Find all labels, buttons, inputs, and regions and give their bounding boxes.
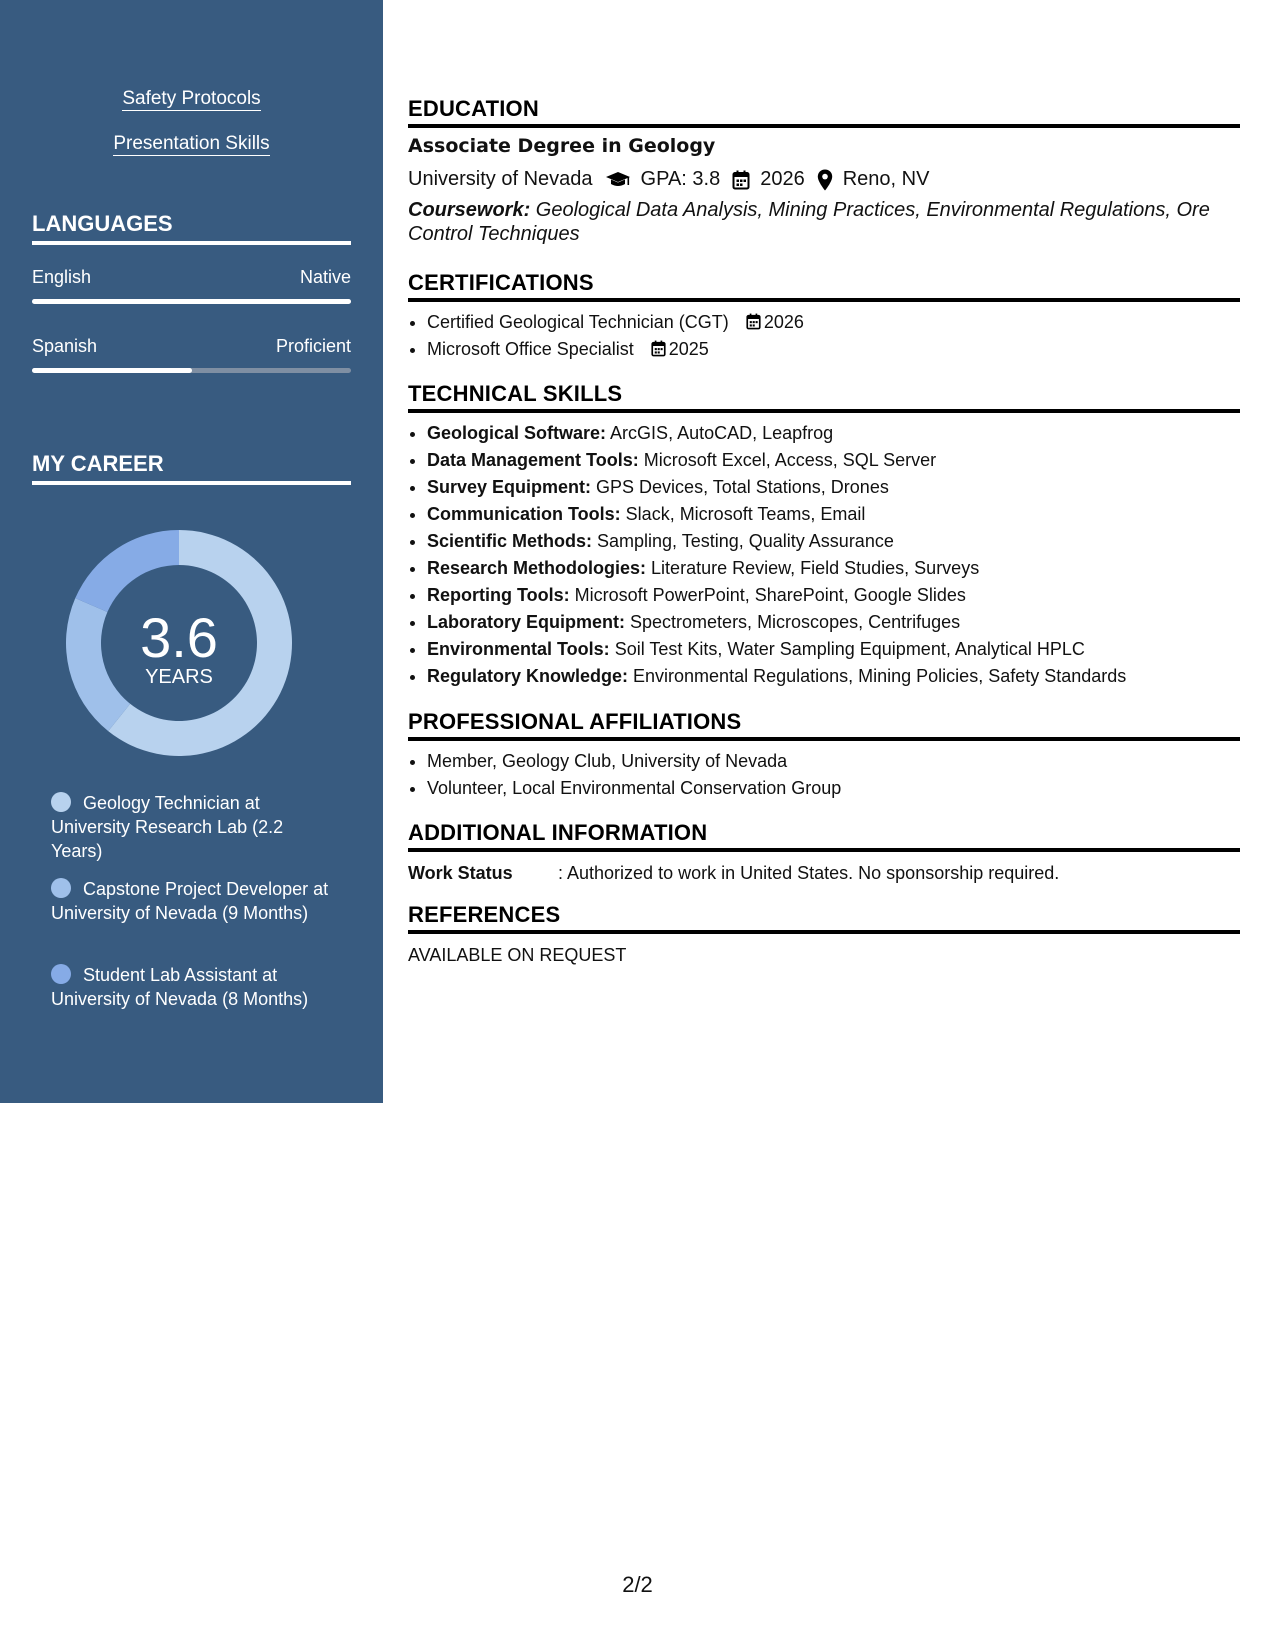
language-name: English: [32, 267, 92, 287]
references-heading: REFERENCES: [408, 902, 1240, 934]
language-bar: [32, 368, 351, 373]
education-heading: EDUCATION: [408, 96, 1240, 128]
skill-values: Literature Review, Field Studies, Surveys: [646, 558, 980, 578]
skill-values: GPS Devices, Total Stations, Drones: [591, 477, 889, 497]
certifications-heading: CERTIFICATIONS: [408, 270, 1240, 302]
career-donut-chart: [66, 530, 292, 756]
career-item: [51, 877, 331, 925]
language-row: [32, 267, 351, 288]
skill-item: [427, 447, 1126, 474]
language-level: Native: [299, 267, 351, 287]
skill-values: ArcGIS, AutoCAD, Leapfrog: [606, 423, 834, 443]
skill-values: Slack, Microsoft Teams, Email: [620, 504, 866, 524]
skill-label: Presentation Skills: [113, 133, 270, 154]
certifications-list: [408, 309, 804, 363]
skill-values: Sampling, Testing, Quality Assurance: [592, 531, 894, 551]
languages-heading: LANGUAGES: [32, 211, 351, 245]
technical-skills-heading: TECHNICAL SKILLS: [408, 381, 1240, 413]
skill-values: Spectrometers, Microscopes, Centrifuges: [625, 612, 961, 632]
career-heading: MY CAREER: [32, 451, 351, 485]
work-status-row: [408, 863, 1059, 884]
donut-segment-3: [75, 530, 179, 612]
career-dot: [51, 878, 71, 898]
career-dot: [51, 964, 71, 984]
skill-item: [427, 636, 1126, 663]
degree-title: Associate Degree in Geology: [408, 135, 716, 157]
calendar-icon: [746, 313, 761, 330]
career-item-text: Capstone Project Developer at University of Nevada (9 Months): [51, 879, 329, 923]
references-text: AVAILABLE ON REQUEST: [408, 945, 627, 965]
certification-item: [427, 336, 804, 363]
skill-item: [427, 474, 1126, 501]
donut-segment-2: [66, 598, 130, 731]
language-row: [32, 336, 351, 357]
certification-name: Certified Geological Technician (CGT): [427, 312, 729, 332]
skill-values: Microsoft Excel, Access, SQL Server: [638, 450, 937, 470]
skill-values: Environmental Regulations, Mining Policies, Safety Standards: [628, 666, 1127, 686]
career-item-text: Student Lab Assistant at University of Nevada (8 Months): [51, 965, 309, 1009]
calendar-icon: [651, 340, 666, 357]
career-dot: [51, 792, 71, 812]
additional-info-heading: ADDITIONAL INFORMATION: [408, 820, 1240, 852]
coursework-label: Coursework:: [408, 199, 531, 221]
skill-item: [427, 420, 1126, 447]
affiliation-item: • Volunteer, Local Environmental Conservation Group: [427, 775, 841, 802]
career-total: 3.6: [140, 606, 218, 669]
skill-category: Environmental Tools:: [427, 639, 610, 659]
skill-link[interactable]: [0, 133, 383, 155]
skill-category: Research Methodologies:: [427, 558, 647, 578]
calendar-icon: [732, 170, 750, 190]
coursework-list: Geological Data Analysis, Mining Practices, Environmental Regulations, Ore Control Techniques: [408, 199, 1210, 245]
career-unit: YEARS: [145, 666, 213, 688]
language-bar-fill: [32, 299, 351, 304]
skill-link[interactable]: [0, 88, 383, 110]
skill-values: Microsoft PowerPoint, SharePoint, Google Slides: [569, 585, 966, 605]
gpa: GPA: 3.8: [640, 168, 721, 190]
affiliation-item: • Member, Geology Club, University of Nevada: [427, 748, 841, 775]
skill-item: [427, 528, 1126, 555]
technical-skills-list: [408, 420, 1126, 690]
language-bar: [32, 299, 351, 304]
skill-item: [427, 609, 1126, 636]
school-name: University of Nevada: [408, 168, 593, 190]
skill-item: [427, 582, 1126, 609]
sidebar: [0, 0, 383, 1103]
skill-category: Communication Tools:: [427, 504, 621, 524]
skill-item: [427, 555, 1126, 582]
skill-category: Data Management Tools:: [427, 450, 639, 470]
certification-name: Microsoft Office Specialist: [427, 339, 634, 359]
certification-year: 2026: [763, 312, 804, 332]
skill-values: Soil Test Kits, Water Sampling Equipment, Analytical HPLC: [609, 639, 1085, 659]
work-status-value: : Authorized to work in United States. No sponsorship required.: [558, 863, 1060, 883]
affiliations-heading: PROFESSIONAL AFFILIATIONS: [408, 709, 1240, 741]
career-item: [51, 963, 331, 1011]
skill-category: Reporting Tools:: [427, 585, 570, 605]
skill-category: Regulatory Knowledge:: [427, 666, 629, 686]
affiliations-list: [408, 748, 841, 802]
language-bar-fill: [32, 368, 192, 373]
location-pin-icon: [817, 169, 833, 191]
education-meta: [408, 168, 929, 191]
career-item: [51, 791, 331, 863]
graduation-cap-icon: [605, 170, 631, 190]
skill-category: Geological Software:: [427, 423, 607, 443]
page-number: 2/2: [622, 1572, 653, 1597]
graduation-year: 2026: [760, 168, 805, 190]
certification-year: 2025: [668, 339, 709, 359]
career-item-text: Geology Technician at University Research Lab (2.2 Years): [51, 793, 284, 861]
language-level: Proficient: [275, 336, 351, 356]
language-name: Spanish: [32, 336, 98, 356]
coursework: [408, 198, 1240, 246]
skill-category: Scientific Methods:: [427, 531, 593, 551]
skill-label: Safety Protocols: [122, 88, 261, 109]
skill-item: [427, 501, 1126, 528]
certification-item: [427, 309, 804, 336]
skill-category: Laboratory Equipment:: [427, 612, 626, 632]
work-status-label: Work Status: [408, 863, 513, 883]
skill-item: [427, 663, 1126, 690]
school-location: Reno, NV: [842, 168, 930, 190]
skill-category: Survey Equipment:: [427, 477, 592, 497]
